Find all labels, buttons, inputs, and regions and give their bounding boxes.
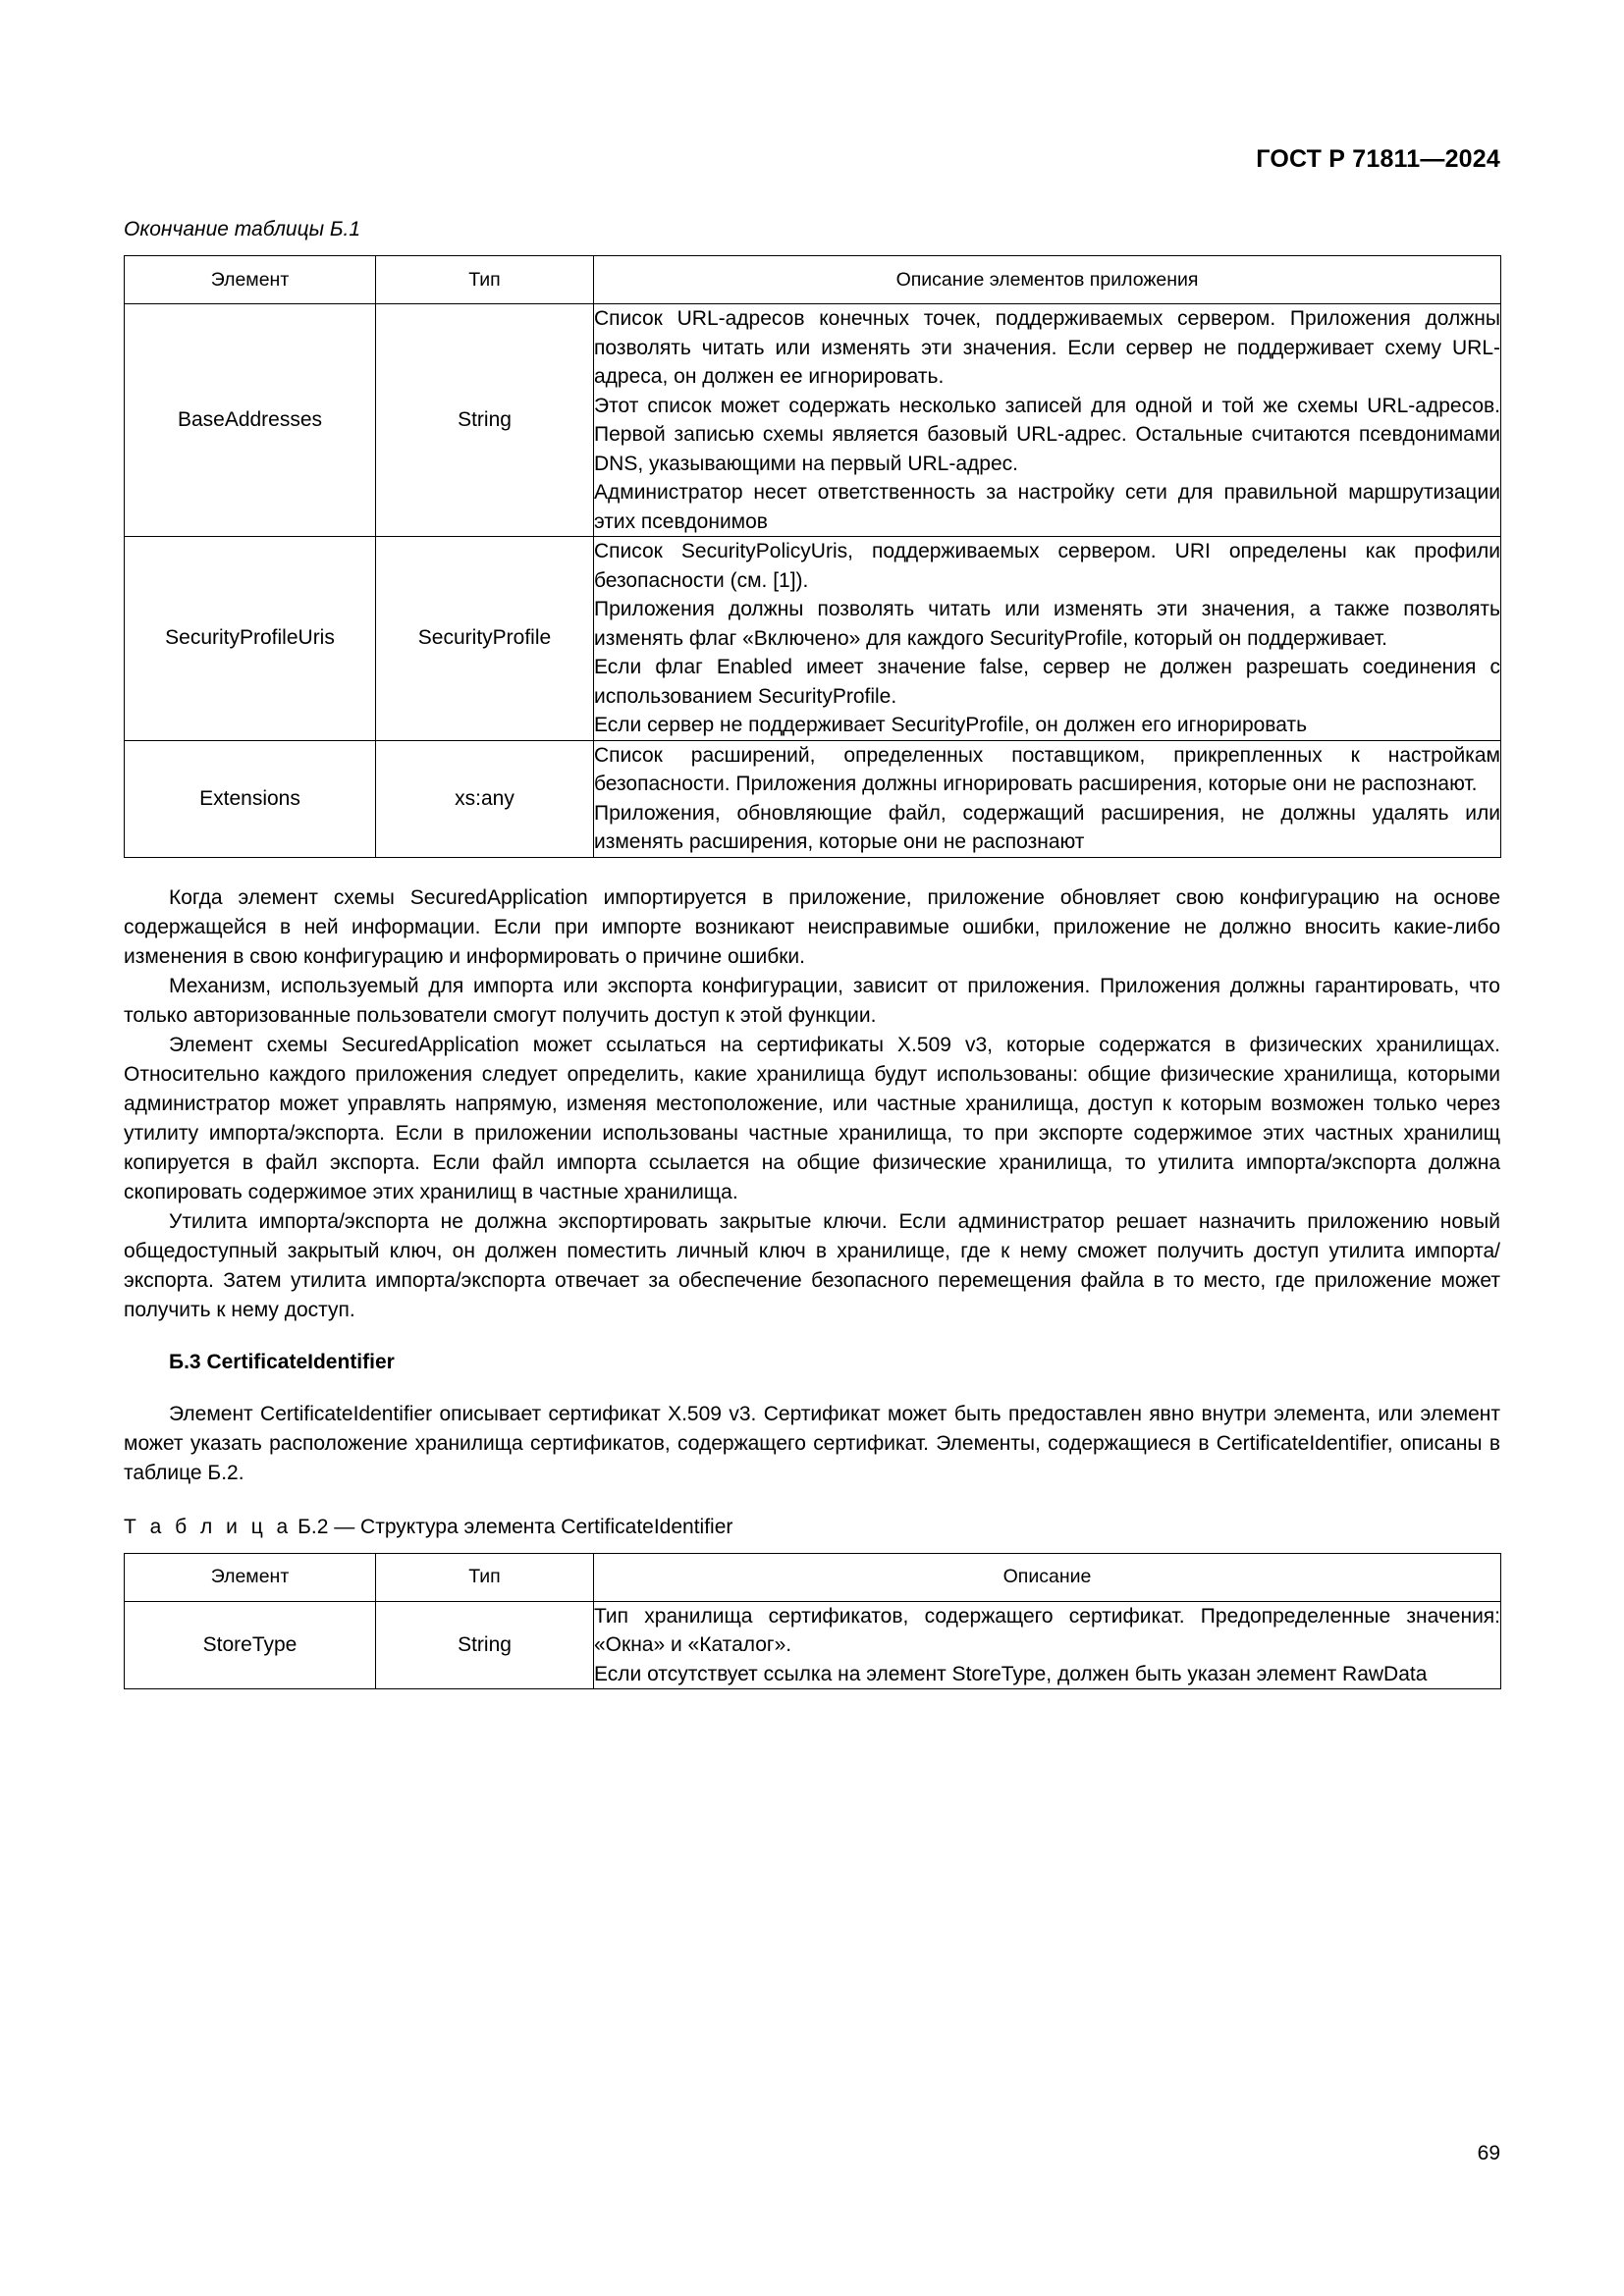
page-header-standard-id: ГОСТ Р 71811—2024 bbox=[1256, 145, 1500, 173]
body-paragraph: Механизм, используемый для импорта или экспорта конфигурации, зависит от приложения. Приложения должны гарантировать, что только авторизованные пользователи смогут получить доступ к этой функции. bbox=[124, 974, 1500, 1027]
body-paragraph: Элемент схемы SecuredApplication может ссылаться на сертификаты X.509 v3, которые содержатся в физических хранилищах. Относительно каждого приложения следует определить, какие хранилища будут использованы: общие физические хранилища, которыми администратор может управлять напрямую, изменяя местоположение, или частные хранилища, доступ к которым возможен только через утилиту импорта/экспорта. Если в приложении использованы частные хранилища, то при экспорте содержимое этих частных хранилищ копируется в файл экспорта. Если файл импорта ссылается на общие физические хранилища, то утилита импорта/экспорта должна скопировать содержимое этих хранилищ в частные хранилища. bbox=[124, 1033, 1500, 1203]
desc-paragraph: Список расширений, определенных поставщиком, прикрепленных к настройкам безопасности. Приложения должны игнорировать расширения, которые они не распознают. bbox=[594, 743, 1500, 795]
table-b1-row1-description bbox=[594, 537, 1501, 741]
body-paragraph: Утилита импорта/экспорта не должна экспортировать закрытые ключи. Если администратор решает назначить приложению новый общедоступный закрытый ключ, он должен поместить личный ключ в хранилище, где к нему сможет получить доступ утилита импорта/экспорта. Затем утилита импорта/экспорта отвечает за обеспечение безопасного перемещения файла в то место, где приложение может получить к нему доступ. bbox=[124, 1209, 1500, 1321]
table-row bbox=[125, 1601, 1501, 1689]
table-b1-col-type: Тип bbox=[376, 256, 594, 304]
page-content bbox=[124, 218, 1500, 1689]
table-b1-row1-type: SecurityProfile bbox=[376, 537, 594, 741]
desc-paragraph: Тип хранилища сертификатов, содержащего сертификат. Предопределенные значения: «Окна» и «Каталог». bbox=[594, 1604, 1500, 1656]
desc-paragraph: Администратор несет ответственность за настройку сети для правильной маршрутизации этих псевдонимов bbox=[594, 481, 1500, 533]
table-row bbox=[125, 304, 1501, 537]
table-row bbox=[125, 740, 1501, 857]
table-b1-row0-description bbox=[594, 304, 1501, 537]
table-b2-row0-element: StoreType bbox=[125, 1601, 376, 1689]
table-b2-row0-type: String bbox=[376, 1601, 594, 1689]
table-b1-row0-element: BaseAddresses bbox=[125, 304, 376, 537]
body-text-block bbox=[124, 883, 1500, 1325]
desc-paragraph: Этот список может содержать несколько записей для одной и той же схемы URL-адресов. Первой записью схемы является базовый URL-адрес. Остальные считаются псевдонимами DNS, указывающими на первый URL-адрес. bbox=[594, 394, 1500, 475]
table-b2-col-element: Элемент bbox=[125, 1553, 376, 1601]
table-b1-row1-element: SecurityProfileUris bbox=[125, 537, 376, 741]
table-b1-header-row bbox=[125, 256, 1501, 304]
table-b1-row2-description bbox=[594, 740, 1501, 857]
table-b2-caption-prefix: Т а б л и ц а bbox=[124, 1515, 293, 1538]
page-number: 69 bbox=[1477, 2142, 1500, 2164]
desc-paragraph: Список SecurityPolicyUris, поддерживаемых сервером. URI определены как профили безопасности (см. [1]). bbox=[594, 540, 1500, 592]
table-b1 bbox=[124, 255, 1501, 858]
table-b2-header-row bbox=[125, 1553, 1501, 1601]
desc-paragraph: Приложения, обновляющие файл, содержащий расширения, не должны удалять или изменять расширения, которые они не распознают bbox=[594, 801, 1500, 853]
desc-paragraph: Если флаг Enabled имеет значение false, сервер не должен разрешать соединения с использованием SecurityProfile. bbox=[594, 656, 1500, 708]
table-b1-caption: Окончание таблицы Б.1 bbox=[124, 218, 361, 240]
table-b1-row2-type: xs:any bbox=[376, 740, 594, 857]
table-row bbox=[125, 537, 1501, 741]
table-b2-caption-rest: Б.2 — Структура элемента CertificateIdentifier bbox=[298, 1515, 733, 1538]
desc-paragraph: Если сервер не поддерживает SecurityProfile, он должен его игнорировать bbox=[594, 714, 1308, 736]
table-b2-col-description: Описание bbox=[594, 1553, 1501, 1601]
desc-paragraph: Приложения должны позволять читать или изменять эти значения, а также позволять изменять флаг «Включено» для каждого SecurityProfile, который он поддерживает. bbox=[594, 598, 1500, 650]
section-heading-b3: Б.3 CertificateIdentifier bbox=[169, 1350, 395, 1373]
table-b2-col-type: Тип bbox=[376, 1553, 594, 1601]
body-paragraph: Когда элемент схемы SecuredApplication импортируется в приложение, приложение обновляет свою конфигурацию на основе содержащейся в ней информации. Если при импорте возникают неисправимые ошибки, приложение не должно вносить какие-либо изменения в свою конфигурацию и информировать о причине ошибки. bbox=[124, 885, 1500, 968]
table-b2 bbox=[124, 1553, 1501, 1690]
section-b3-text bbox=[124, 1400, 1500, 1488]
table-b1-col-description: Описание элементов приложения bbox=[594, 256, 1501, 304]
table-b1-col-element: Элемент bbox=[125, 256, 376, 304]
table-b2-caption bbox=[124, 1516, 1500, 1539]
table-b1-row2-element: Extensions bbox=[125, 740, 376, 857]
body-paragraph: Элемент CertificateIdentifier описывает сертификат X.509 v3. Сертификат может быть предоставлен явно внутри элемента, или элемент может указать расположение хранилища сертификатов, содержащего сертификат. Элементы, содержащиеся в CertificateIdentifier, описаны в таблице Б.2. bbox=[124, 1402, 1500, 1484]
table-b1-row0-type: String bbox=[376, 304, 594, 537]
desc-paragraph: Если отсутствует ссылка на элемент StoreType, должен быть указан элемент RawData bbox=[594, 1662, 1428, 1685]
desc-paragraph: Список URL-адресов конечных точек, поддерживаемых сервером. Приложения должны позволять читать или изменять эти значения. Если сервер не поддерживает схему URL-адреса, он должен ее игнорировать. bbox=[594, 307, 1500, 388]
table-b2-row0-description bbox=[594, 1601, 1501, 1689]
